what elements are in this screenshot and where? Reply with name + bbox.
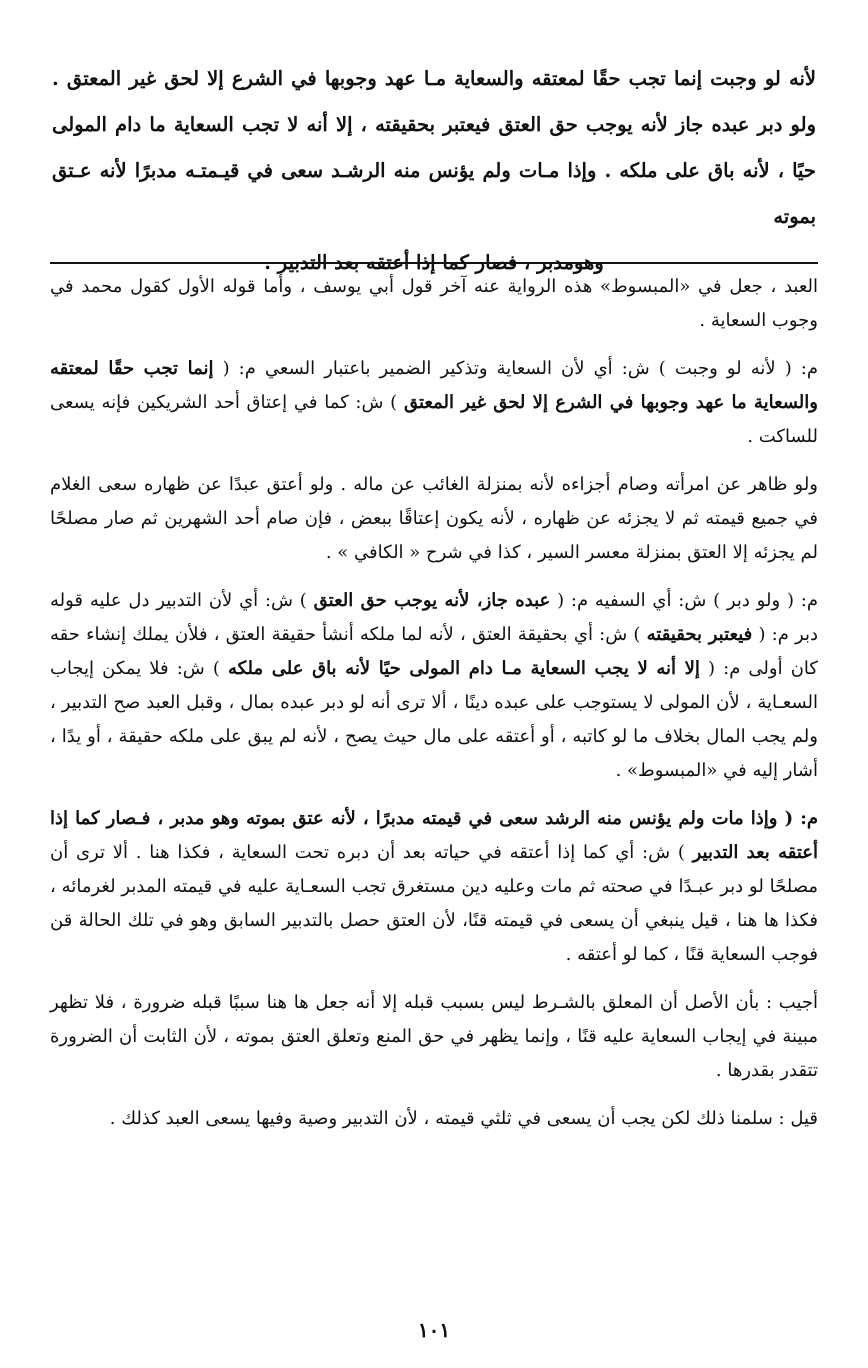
separator-line [50, 262, 818, 264]
commentary-paragraph-1: العبد ، جعل في «المبسوط» هذه الرواية عنه آخر قول أبي يوسف ، وأما قوله الأول كقول محمد في وجوب السعاية . [50, 276, 818, 331]
commentary-paragraph-6: أجيب : بأن الأصل أن المعلق بالشـرط ليس بسبب قبله إلا أنه جعل ها هنا سببًا قبله ضرورة ، فلا تظهر مبينة في إيجاب السعاية عليه قنًا ، وإنما يظهر في حق المنع وتعلق العتق بموته ، لأن الثابت أن الضرورة تتقدر بقدرها . [50, 992, 819, 1081]
matn-quote: م: ( وإذا مات ولم يؤنس منه الرشد سعى في قيمته مدبرًا ، لأنه عتق بموته وهو مدبر ، فـصار كما إذا أعتقه بعد التدبير [50, 808, 818, 863]
commentary-text: م: ( ولو دبر ) ش: أي السفيه م: ( [557, 590, 818, 611]
commentary-paragraph-5 [50, 802, 818, 972]
page-number: ١٠١ [417, 1318, 451, 1342]
commentary-paragraph-3: ولو ظاهر عن امرأته وصام أجزاءه لأنه بمنزلة الغائب عن ماله . ولو أعتق عبدًا عن ظهاره سعى الغلام في جميع قيمته ثم لا يجزئه عن ظهاره ، لأنه يكون إعتاقًا ببعض ، فإن صام أحد الشهرين ثم صار مصلحًا لم يجزئه إلا العتق بمنزلة معسر السير ، كذا في شرح « الكافي » . [50, 474, 818, 563]
commentary-text: م: ( لأنه لو وجبت ) ش: أي لأن السعاية وتذكير الضمير باعتبار السعي م: ( [222, 358, 818, 379]
commentary-text: ) ش: فلا يمكن إيجاب السعـاية ، لأن المولى لا يستوجب على عبده دينًا ، ألا ترى أنه لو دبر عبده بمال ، وقبل العبد صح التدبير ، ولم يجب المال بخلاف ما لو كاتبه ، أو أعتقه على مال حيث يصح ، لأنه لم يبق على ملكه حقيقة ، أو يدًا ، أشار إليه في «المبسوط» . [50, 658, 818, 781]
commentary-paragraph-4 [50, 584, 818, 788]
matn-body: لأنه لو وجبت إنما تجب حقًا لمعتقه والسعاية مـا عهد وجوبها في الشرع إلا لحق غير المعتق . ولو دبر عبده جاز لأنه يوجب حق العتق فيعتبر بحقيقته ، إلا أنه لا تجب السعاية ما دام المولى حيًا ، لأنه باق على ملكه . وإذا مـات ولم يؤنس منه الرشـد سعى في قيـمتـه مدبرًا لأنه عـتق بموته [52, 67, 816, 228]
commentary-text: ) ش: أي لأن التدبير دل عليه قوله دبر م: ( [50, 590, 819, 645]
commentary-block [50, 270, 818, 1150]
matn-text-block [52, 56, 816, 286]
matn-quote: عبده جاز، لأنه يوجب حق العتق [313, 590, 551, 611]
commentary-text: ) ش: كما في إعتاق أحد الشريكين فإنه يسعى للساكت . [50, 392, 818, 447]
matn-quote: إلا أنه لا يجب السعاية مـا دام المولى حيًا لأنه باق على ملكه [227, 658, 700, 679]
matn-quote: إنما تجب حقًا لمعتقه والسعاية ما عهد وجوبها في الشرع إلا لحق غير المعتق [50, 358, 818, 413]
commentary-paragraph-7: قيل : سلمنا ذلك لكن يجب أن يسعى في ثلثي قيمته ، لأن التدبير وصية وفيها يسعى العبد كذلك . [109, 1108, 818, 1129]
matn-quote: فيعتبر بحقيقته [646, 624, 753, 645]
commentary-paragraph-2 [50, 352, 818, 454]
commentary-text: ) ش: أي كما إذا أعتقه في حياته بعد أن دبره تحت السعاية ، فكذا هنا . ألا ترى أن مصلحًا لو دبر عبـدًا في صحته ثم مات وعليه دين مستغرق تجب السعـاية عليه في قيمته المدبر لغرمائه ، فكذا ها هنا ، قيل ينبغي أن يسعى في قيمته قنًا، لأن العتق حصل بالتدبير السابق وهو في تلك الحالة قن فوجب السعاية قنًا ، كما لو أعتقه . [50, 842, 818, 965]
matn-last-line: وهومدبر ، فصار كما إذا أعتقه بعد التدبير . [264, 251, 604, 274]
commentary-text: ) ش: أي بحقيقة العتق ، لأنه لما ملكه أنشأ حقيقة العتق ، فلأن يملك إنشاء حقه كان أولى م: ( [50, 624, 818, 679]
